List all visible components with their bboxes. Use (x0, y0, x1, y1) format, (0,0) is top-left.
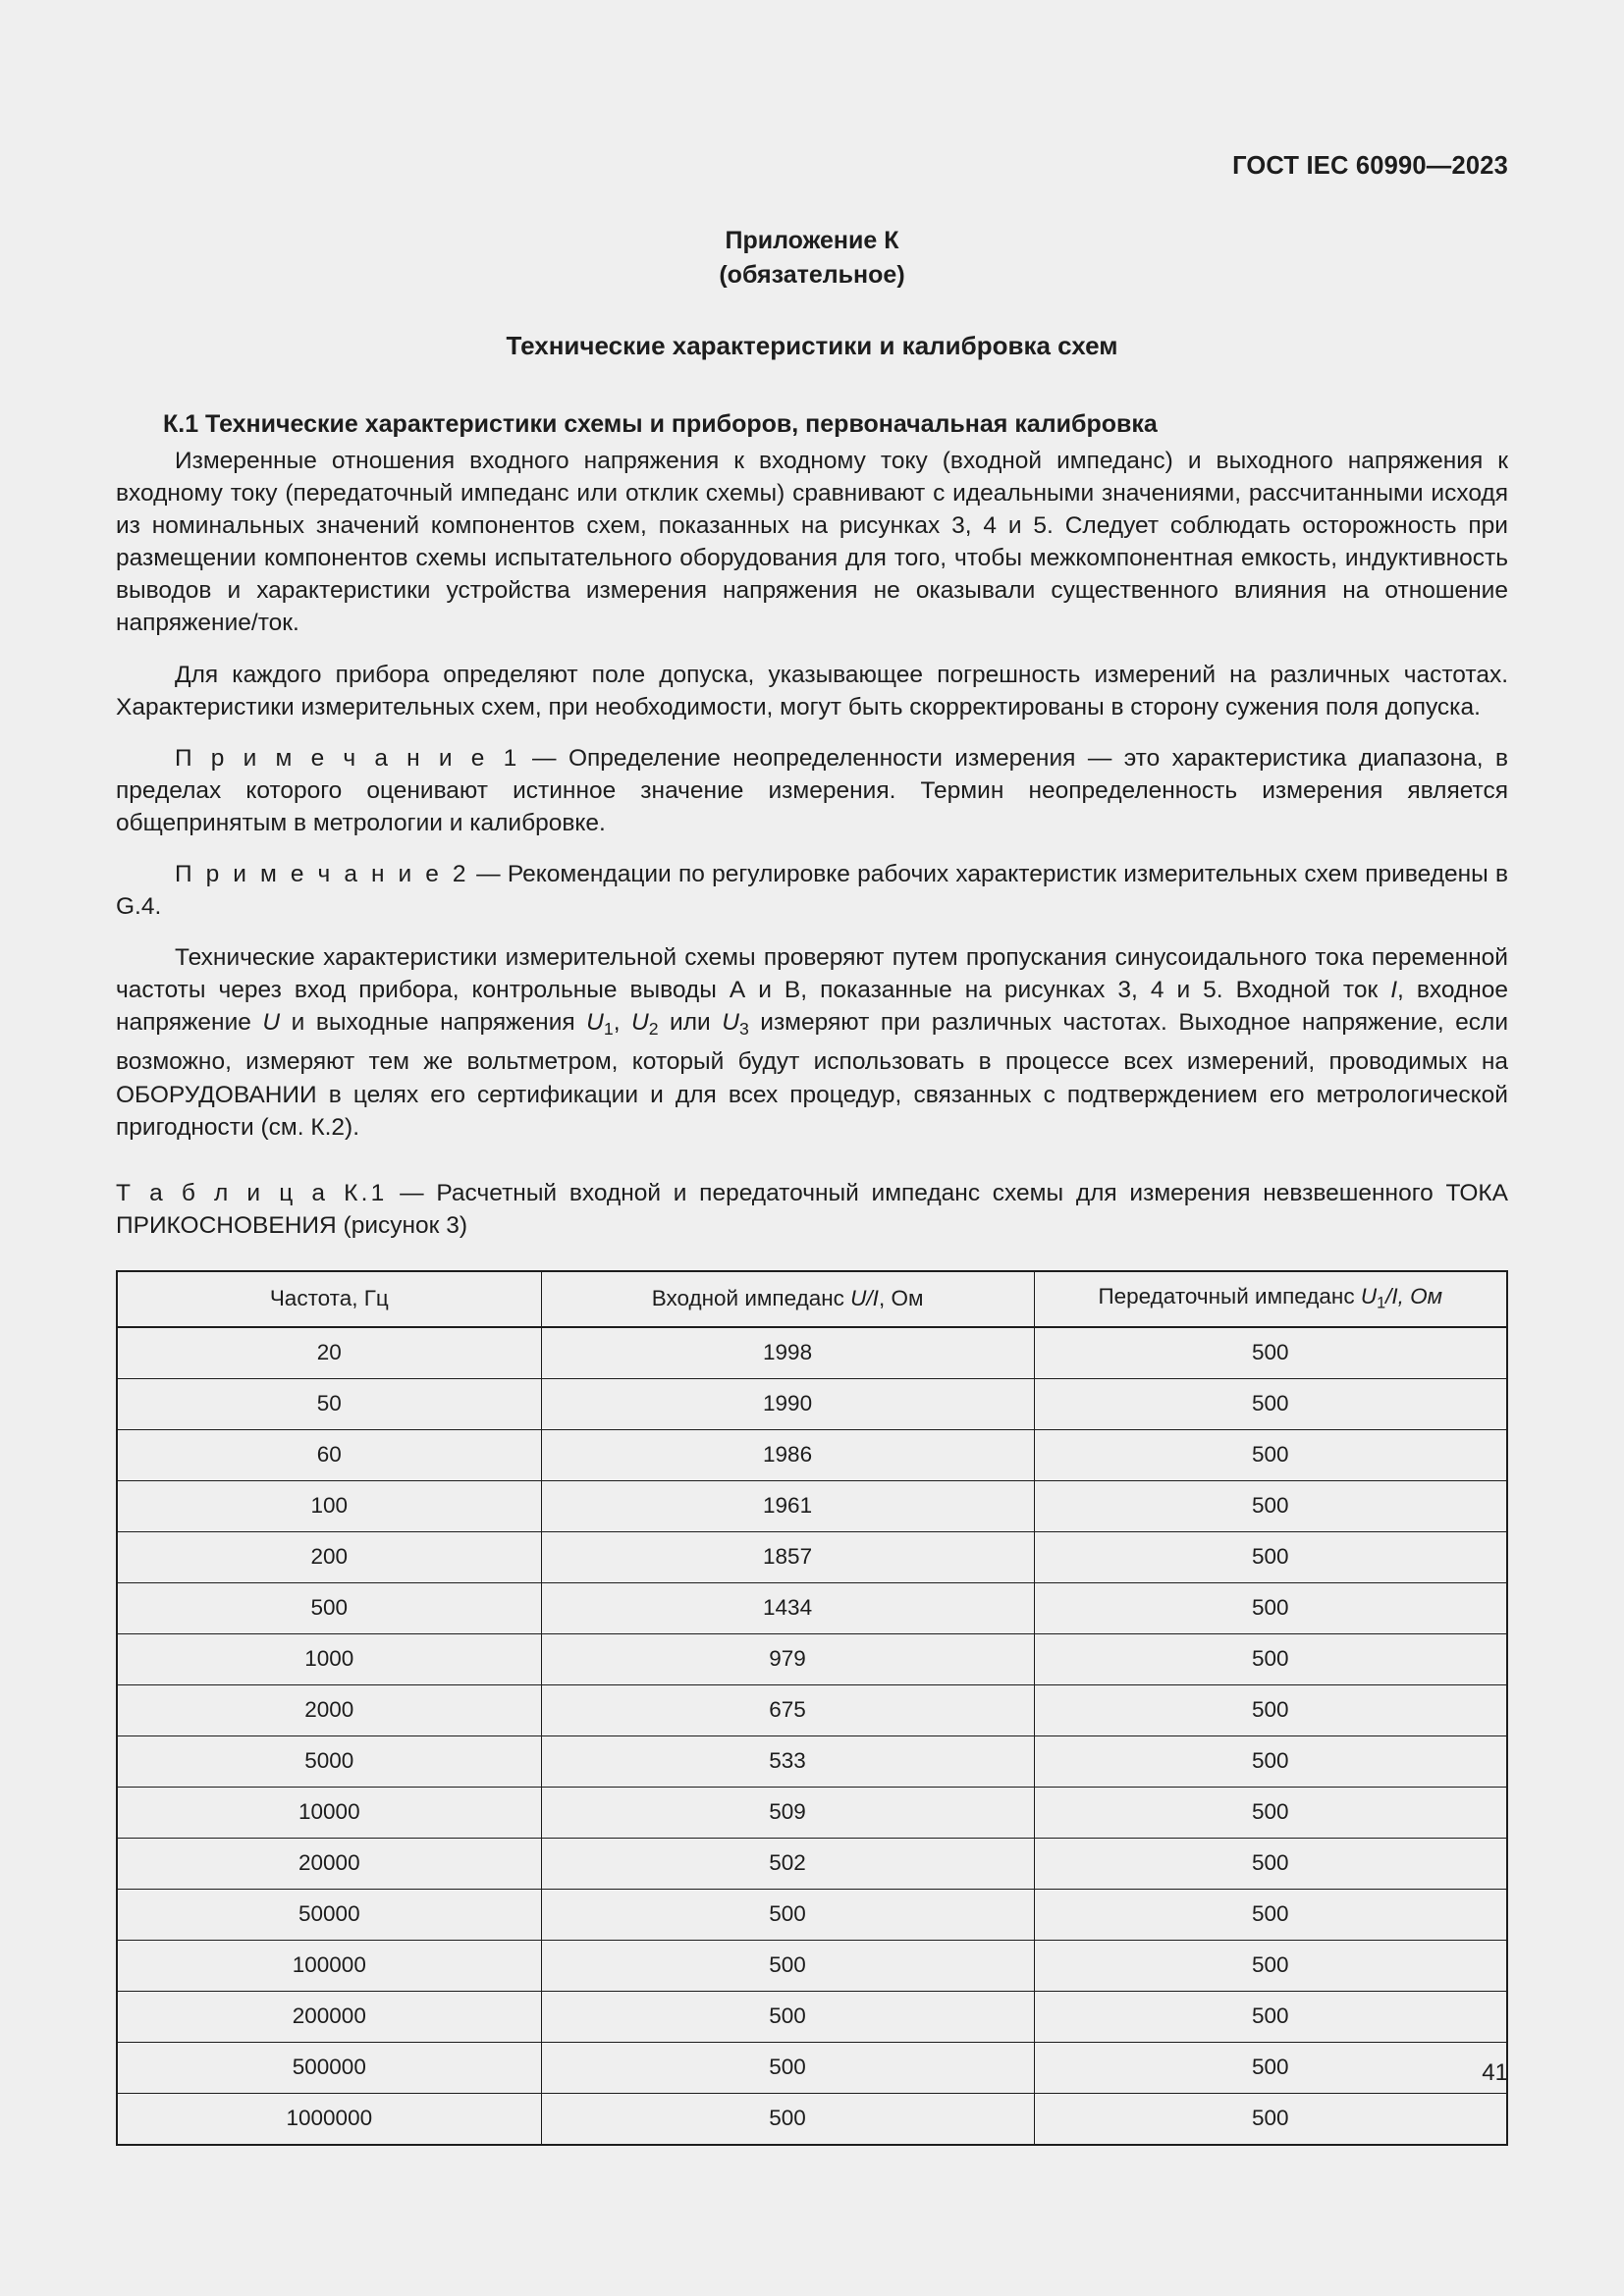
note-2 (116, 858, 1508, 923)
cell-input-impedance: 1990 (541, 1378, 1034, 1429)
page-content (116, 224, 1508, 2146)
column-header-frequency-label: Частота, Гц (269, 1286, 389, 1311)
column-header-input-impedance-suffix: , Ом (878, 1286, 924, 1311)
cell-frequency: 2000 (117, 1684, 541, 1735)
cell-frequency: 10000 (117, 1787, 541, 1838)
symbol-current-I: I (1390, 977, 1398, 1004)
table-row (117, 1531, 1507, 1582)
cell-transfer-impedance: 500 (1034, 1889, 1507, 1940)
cell-transfer-impedance: 500 (1034, 1838, 1507, 1889)
column-header-transfer-impedance-prefix: Передаточный импеданс (1098, 1284, 1361, 1309)
cell-transfer-impedance: 500 (1034, 1429, 1507, 1480)
table-row (117, 2042, 1507, 2093)
table-row (117, 1684, 1507, 1735)
cell-transfer-impedance: 500 (1034, 1940, 1507, 1991)
table-caption-text: — Расчетный входной и передаточный импеданс схемы для измерения невзвешенного ТОКА ПРИКОСНОВЕНИЯ (рисунок 3) (116, 1179, 1508, 1240)
cell-transfer-impedance: 500 (1034, 2042, 1507, 2093)
cell-input-impedance: 502 (541, 1838, 1034, 1889)
cell-transfer-impedance: 500 (1034, 1991, 1507, 2042)
cell-input-impedance: 1961 (541, 1480, 1034, 1531)
paragraph-3-part-2: , входное напряжение (116, 977, 1508, 1037)
annex-label: Приложение К (725, 227, 899, 254)
table-row (117, 1378, 1507, 1429)
cell-transfer-impedance: 500 (1034, 1735, 1507, 1787)
paragraph-3-part-5: или (658, 1009, 723, 1037)
cell-frequency: 60 (117, 1429, 541, 1480)
symbol-voltage-U3: U (722, 1009, 739, 1037)
column-header-transfer-impedance-sub: 1 (1377, 1294, 1386, 1312)
note-1-lead: П р и м е ч а н и е 1 (175, 744, 520, 772)
paragraph-3-part-6: измеряют при различных частотах. Выходное напряжение, если возможно, измеряют тем же вольтметром, который будут использовать в процессе всех измерений, проводимых на ОБОРУДОВАНИИ в целях его сертификации и для всех процедур, связанных с подтверждением его метрологической пригодности (см. К.2). (116, 1009, 1509, 1141)
page-number: 41 (1482, 2059, 1508, 2086)
cell-frequency: 500 (117, 1582, 541, 1633)
table-row (117, 1787, 1507, 1838)
cell-input-impedance: 675 (541, 1684, 1034, 1735)
table-row (117, 1838, 1507, 1889)
column-header-transfer-impedance-symbol: U (1360, 1284, 1378, 1309)
cell-frequency: 200 (117, 1531, 541, 1582)
column-header-frequency (117, 1271, 541, 1327)
column-header-input-impedance-symbol: U/I (850, 1286, 879, 1311)
paragraph-3-part-3: и выходные напряжения (280, 1009, 587, 1037)
cell-input-impedance: 500 (541, 1889, 1034, 1940)
cell-transfer-impedance: 500 (1034, 1378, 1507, 1429)
symbol-voltage-U: U (262, 1009, 281, 1037)
cell-input-impedance: 1998 (541, 1327, 1034, 1379)
cell-frequency: 50 (117, 1378, 541, 1429)
table-row (117, 1480, 1507, 1531)
column-header-input-impedance (541, 1271, 1034, 1327)
note-2-lead: П р и м е ч а н и е 2 (175, 861, 469, 888)
cell-transfer-impedance: 500 (1034, 2093, 1507, 2145)
paragraph-3 (116, 941, 1508, 1144)
symbol-voltage-U2-sub: 2 (648, 1019, 659, 1040)
paragraph-3-part-4: , (613, 1009, 632, 1037)
cell-frequency: 200000 (117, 1991, 541, 2042)
cell-frequency: 5000 (117, 1735, 541, 1787)
table-row (117, 1889, 1507, 1940)
cell-input-impedance: 500 (541, 2042, 1034, 2093)
cell-transfer-impedance: 500 (1034, 1633, 1507, 1684)
symbol-voltage-U1: U (586, 1009, 604, 1037)
cell-frequency: 20000 (117, 1838, 541, 1889)
cell-input-impedance: 1857 (541, 1531, 1034, 1582)
cell-transfer-impedance: 500 (1034, 1684, 1507, 1735)
cell-frequency: 20 (117, 1327, 541, 1379)
table-caption-lead: Т а б л и ц а К.1 (116, 1179, 388, 1206)
paragraph-2: Для каждого прибора определяют поле допуска, указывающее погрешность измерений на различных частотах. Характеристики измерительных схем, при необходимости, могут быть скорректированы в сторону сужения поля допуска. (116, 661, 1508, 721)
column-header-input-impedance-prefix: Входной импеданс (651, 1286, 851, 1311)
impedance-table (116, 1270, 1508, 2146)
cell-transfer-impedance: 500 (1034, 1531, 1507, 1582)
note-2-text: — Рекомендации по регулировке рабочих характеристик измерительных схем приведены в G.4. (116, 861, 1509, 921)
note-1 (116, 742, 1508, 839)
paragraph-1: Измеренные отношения входного напряжения к входному току (входной импеданс) и выходного напряжения к входному току (передаточный импеданс или отклик схемы) сравнивают с идеальными значениями, рассчитанными исходя из номинальных значений компонентов схем, показанных на рисунках 3, 4 и 5. Следует соблюдать осторожность при размещении компонентов схемы испытательного оборудования для того, чтобы межкомпонентная емкость, индуктивность выводов и характеристики устройства измерения напряжения не оказывали существенного влияния на отношение напряжение/ток. (116, 448, 1508, 637)
running-header-standard-id: ГОСТ IEC 60990—2023 (1232, 152, 1508, 180)
cell-input-impedance: 1434 (541, 1582, 1034, 1633)
cell-input-impedance: 509 (541, 1787, 1034, 1838)
column-header-transfer-impedance (1034, 1271, 1507, 1327)
table-row (117, 1940, 1507, 1991)
cell-input-impedance: 533 (541, 1735, 1034, 1787)
annex-status: (обязательное) (719, 261, 905, 289)
column-header-transfer-impedance-suffix-italic: /I, Ом (1385, 1284, 1443, 1309)
cell-transfer-impedance: 500 (1034, 1327, 1507, 1379)
cell-frequency: 100000 (117, 1940, 541, 1991)
cell-frequency: 1000 (117, 1633, 541, 1684)
table-row (117, 1991, 1507, 2042)
table-row (117, 1429, 1507, 1480)
cell-frequency: 100 (117, 1480, 541, 1531)
table-body (117, 1327, 1507, 2145)
clause-heading-k1: К.1 Технические характеристики схемы и приборов, первоначальная калибровка (163, 410, 1158, 438)
symbol-voltage-U3-sub: 3 (738, 1019, 749, 1040)
cell-frequency: 500000 (117, 2042, 541, 2093)
symbol-voltage-U2: U (631, 1009, 649, 1037)
cell-transfer-impedance: 500 (1034, 1480, 1507, 1531)
table-caption (116, 1177, 1508, 1243)
cell-transfer-impedance: 500 (1034, 1582, 1507, 1633)
cell-input-impedance: 500 (541, 1991, 1034, 2042)
table-row (117, 2093, 1507, 2145)
annex-title: Технические характеристики и калибровка схем (506, 331, 1118, 360)
cell-input-impedance: 500 (541, 2093, 1034, 2145)
symbol-voltage-U1-sub: 1 (603, 1019, 614, 1040)
table-row (117, 1633, 1507, 1684)
cell-input-impedance: 1986 (541, 1429, 1034, 1480)
cell-transfer-impedance: 500 (1034, 1787, 1507, 1838)
note-1-text: — Определение неопределенности измерения — это характеристика диапазона, в пределах которого оценивают истинное значение измерения. Термин неопределенность измерения является общепринятым в метрологии и калибровке. (116, 744, 1509, 836)
cell-frequency: 50000 (117, 1889, 541, 1940)
paragraph-3-part-1: Технические характеристики измерительной схемы проверяют путем пропускания синусоидального тока переменной частоты через вход прибора, контрольные выводы А и В, показанные на рисунках 3, 4 и 5. Входной ток (116, 944, 1508, 1004)
table-row (117, 1327, 1507, 1379)
cell-frequency: 1000000 (117, 2093, 541, 2145)
table-row (117, 1582, 1507, 1633)
cell-input-impedance: 979 (541, 1633, 1034, 1684)
cell-input-impedance: 500 (541, 1940, 1034, 1991)
table-header-row (117, 1271, 1507, 1327)
table-row (117, 1735, 1507, 1787)
